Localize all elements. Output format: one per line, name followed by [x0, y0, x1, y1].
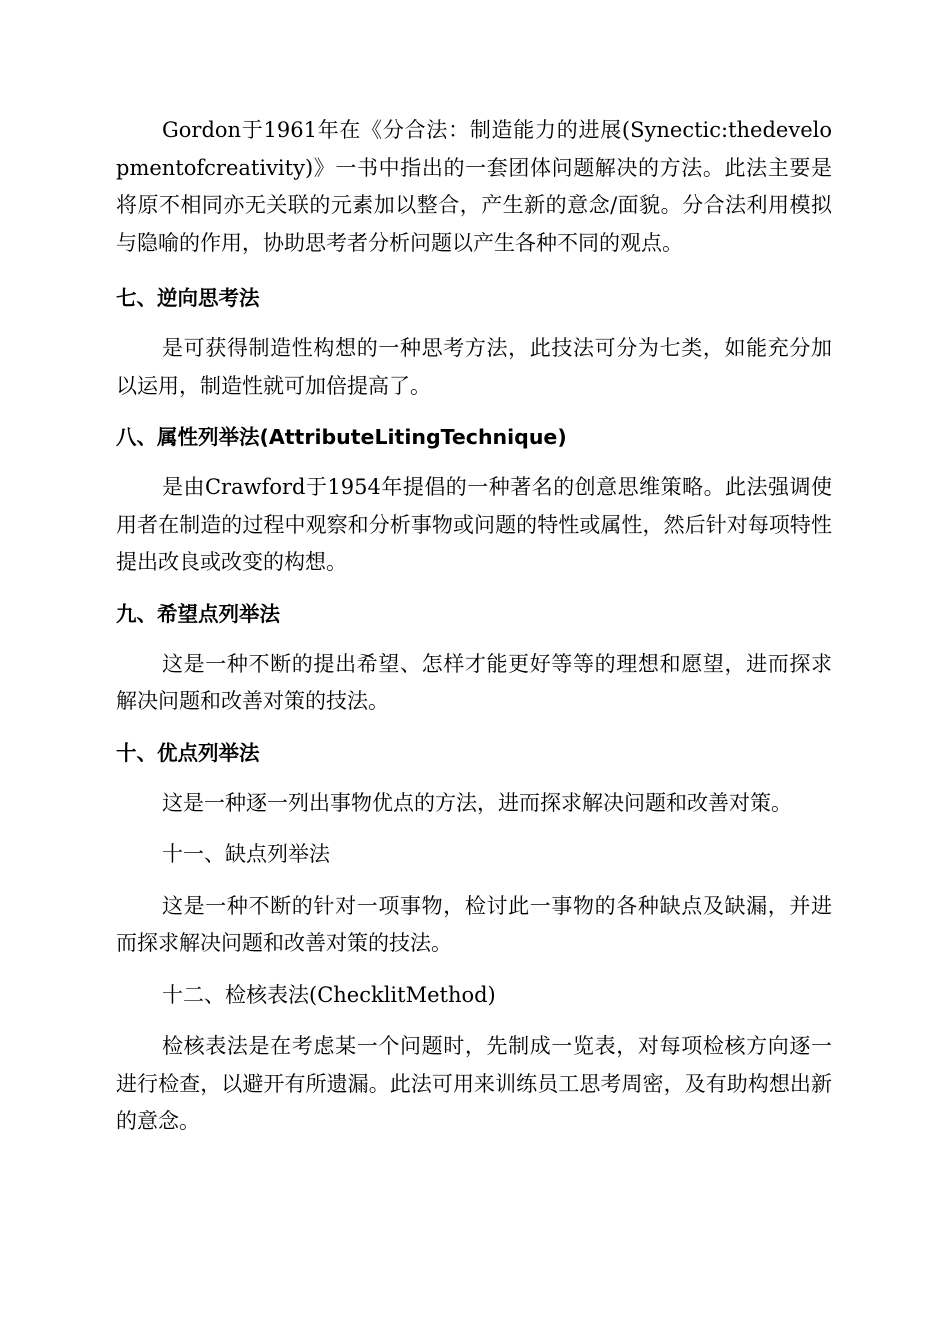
heading-merit-listing: 十、优点列举法: [116, 740, 260, 765]
paragraph-merit-listing: 这是一种逐一列出事物优点的方法，进而探求解决问题和改善对策。: [162, 790, 792, 815]
heading-checklist-method: 十二、检核表法(ChecklitMethod): [162, 982, 496, 1007]
heading-hope-listing: 九、希望点列举法: [116, 601, 280, 626]
paragraph-defect-listing: 这是一种不断的针对一项事物，检讨此一事物的各种缺点及缺漏，并进而探求解决问题和改善对策的技法。: [116, 893, 832, 955]
heading-attribute-listing: 八、属性列举法(AttributeLitingTechnique): [116, 425, 567, 449]
paragraph-reverse-thinking: 是可获得制造性构想的一种思考方法，此技法可分为七类，如能充分加以运用，制造性就可加倍提高了。: [116, 336, 832, 398]
document-page: [116, 112, 832, 1141]
heading-reverse-thinking: 七、逆向思考法: [116, 286, 260, 310]
paragraph-synectics: Gordon于1961年在《分合法：制造能力的进展(Synectic:thedevelopmentofcreativity)》一书中指出的一套团体问题解决的方法。此法主要是将原不相同亦无关联的元素加以整合，产生新的意念/面貌。分合法利用模拟与隐喻的作用，协助思考者分析问题以产生各种不同的观点。: [116, 118, 832, 255]
heading-defect-listing: 十一、缺点列举法: [162, 842, 330, 866]
paragraph-attribute-listing: 是由Crawford于1954年提倡的一种著名的创意思维策略。此法强调使用者在制造的过程中观察和分析事物或问题的特性或属性，然后针对每项特性提出改良或改变的构想。: [116, 475, 832, 574]
paragraph-hope-listing: 这是一种不断的提出希望、怎样才能更好等等的理想和愿望，进而探求解决问题和改善对策的技法。: [116, 651, 832, 713]
paragraph-checklist-method: 检核表法是在考虑某一个问题时，先制成一览表，对每项检核方向逐一进行检查，以避开有所遗漏。此法可用来训练员工思考周密，及有助构想出新的意念。: [116, 1034, 832, 1133]
